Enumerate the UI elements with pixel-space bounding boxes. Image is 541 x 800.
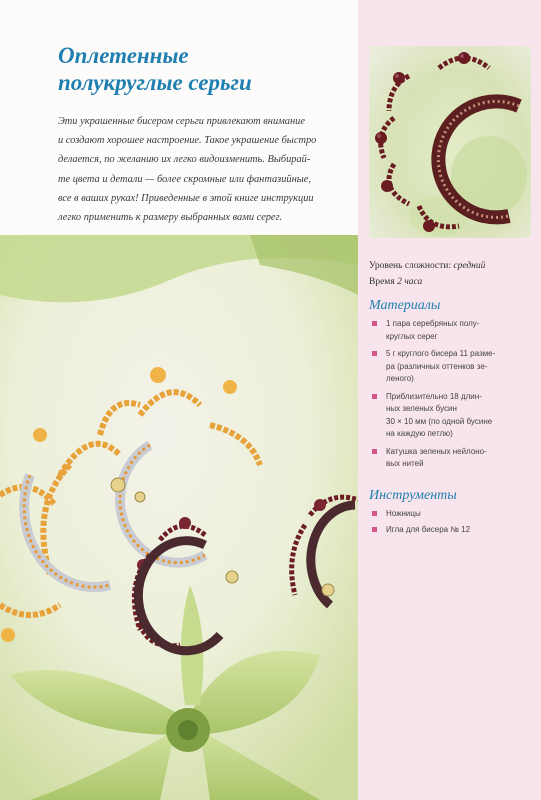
list-item-line: 5 г круглого бисера 11 разме- <box>386 349 496 358</box>
tools-list <box>372 508 522 539</box>
list-item <box>372 524 522 537</box>
list-item <box>372 508 522 521</box>
bullet-icon <box>372 351 377 356</box>
intro-paragraph <box>58 112 350 227</box>
list-item-line: на каждую петлю) <box>386 429 453 438</box>
time-line <box>369 274 534 290</box>
list-item-line: ных зеленых бусин <box>386 404 457 413</box>
intro-line: легко применить к размеру выбранных вами серег. <box>58 212 283 224</box>
page-title <box>58 42 338 96</box>
list-item-line: Ножницы <box>386 509 421 518</box>
bullet-icon <box>372 527 377 532</box>
list-item-line: круглых серег <box>386 331 438 341</box>
list-item-line: Игла для бисера № 12 <box>386 524 471 534</box>
difficulty-label: Уровень сложности: <box>369 261 452 271</box>
time-label: Время <box>369 277 395 287</box>
bullet-icon <box>372 321 377 326</box>
list-item-line: Приблизительно 18 длин- <box>386 391 482 401</box>
earrings-on-flower-photo <box>0 235 358 800</box>
list-item-line: Катушка зеленых нейлоно- <box>386 446 487 456</box>
difficulty-line <box>369 258 534 274</box>
intro-line: и создают хорошее настроение. Такое украшение быстро <box>58 135 317 147</box>
list-item-line: 1 пара серебряных полу- <box>386 319 480 328</box>
list-item-line: 30 × 10 мм (по одной бусине <box>386 416 493 426</box>
title-line: Оплетенные <box>58 43 189 68</box>
materials-list <box>372 318 522 476</box>
intro-line: те цвета и детали — более скромные или фантазийные, <box>58 173 312 185</box>
list-item-line: леного) <box>386 374 414 383</box>
list-item <box>372 348 522 386</box>
list-item-line: ра (различных оттенков зе- <box>386 361 488 371</box>
intro-line: все в ваших руках! Приведенные в этой книге инструкции <box>58 192 314 204</box>
list-item-line: вых нитей <box>386 459 424 468</box>
list-item <box>372 318 522 343</box>
title-line: полукруглые серьги <box>58 70 252 95</box>
tools-heading: Инструменты <box>369 488 457 503</box>
bullet-icon <box>372 511 377 516</box>
list-item <box>372 446 522 471</box>
difficulty-value: средний <box>453 261 486 271</box>
intro-line: делается, по желанию их легко видоизменить. Выбирай- <box>58 154 311 166</box>
time-value: 2 часа <box>397 277 423 287</box>
materials-heading: Материалы <box>369 298 441 313</box>
intro-line: Эти украшенные бисером серьги привлекают внимание <box>58 116 305 127</box>
list-item <box>372 391 522 441</box>
bullet-icon <box>372 449 377 454</box>
project-meta <box>369 258 534 290</box>
bullet-icon <box>372 394 377 399</box>
earring-closeup-photo <box>369 46 531 238</box>
